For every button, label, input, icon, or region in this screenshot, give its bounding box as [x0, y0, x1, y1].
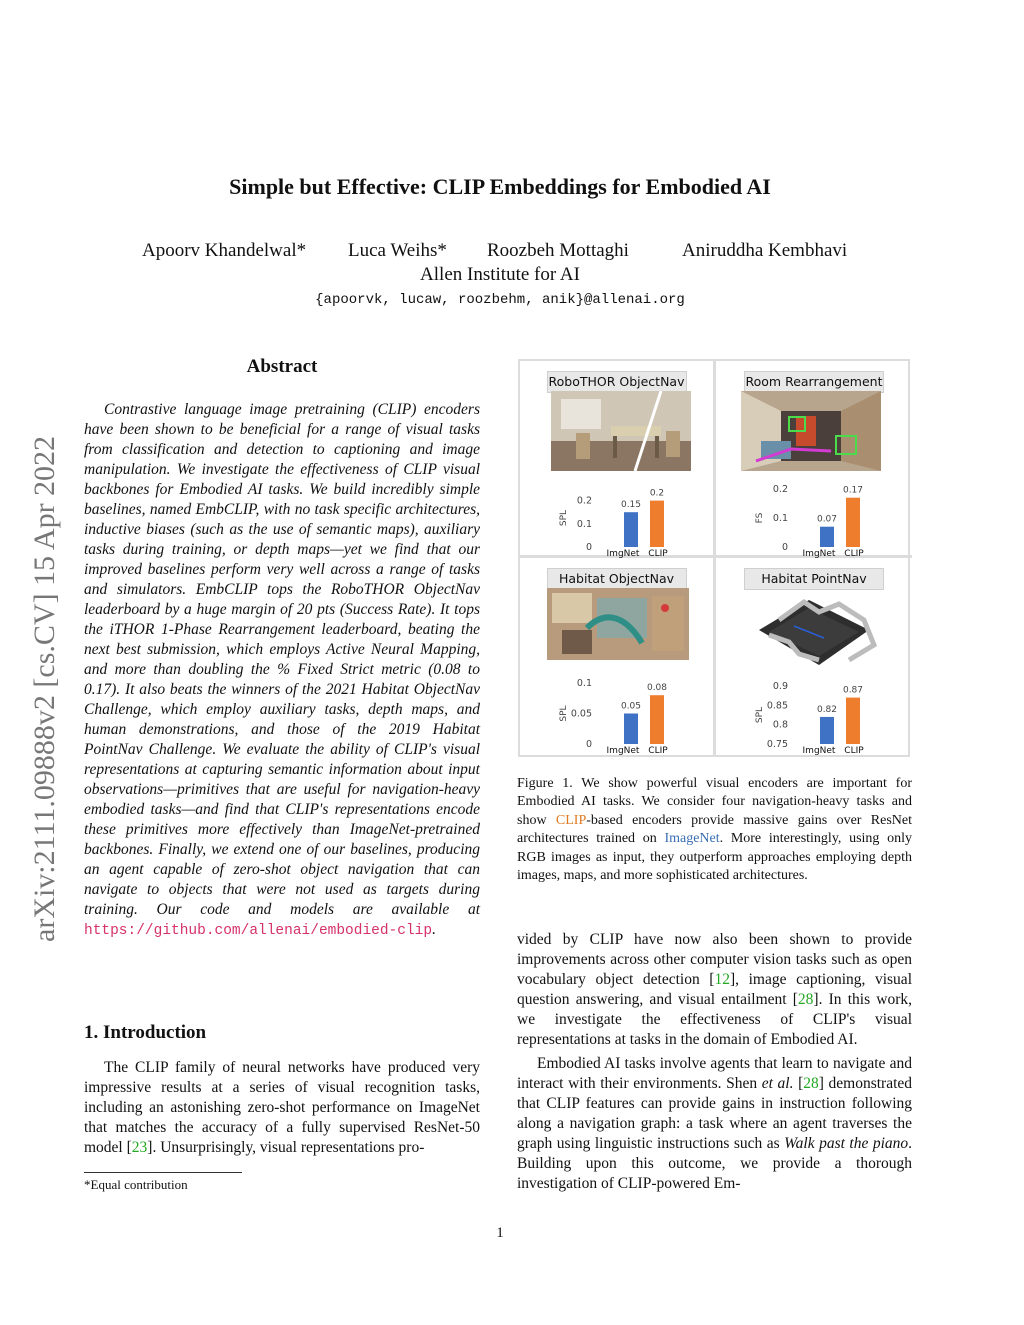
- bar-value-label: 0.08: [646, 683, 668, 694]
- panel-title: Habitat ObjectNav: [547, 568, 687, 590]
- footnote-rule: [84, 1172, 242, 1173]
- paper-title: Simple but Effective: CLIP Embeddings for Embodied AI: [229, 174, 771, 199]
- x-category-label: CLIP: [648, 746, 668, 755]
- bar-value-label: 0.82: [816, 704, 838, 715]
- x-category-label: ImgNet: [606, 746, 640, 755]
- bar-clip: [846, 698, 860, 744]
- code-link[interactable]: https://github.com/allenai/embodied-clip: [84, 923, 433, 939]
- y-tick-label: 0.2: [576, 495, 592, 507]
- caption-text: -based encoders provide massive gains over ResNet architectures trained on: [517, 812, 912, 847]
- intro-paragraph-2: [517, 1054, 912, 1194]
- x-category-label: ImgNet: [606, 549, 640, 558]
- y-tick-label: 0: [585, 739, 592, 750]
- bar-value-label: 0.05: [620, 701, 642, 712]
- figure-1: [518, 359, 910, 757]
- bar-clip: [846, 498, 860, 547]
- panel-habitat-pointnav: [716, 558, 912, 755]
- y-axis-label: SPL: [559, 705, 569, 722]
- intro-text: Embodied AI tasks involve agents that learn to navigate and interact with their environments. Shen: [517, 1055, 912, 1092]
- bar-imgnet: [624, 512, 638, 547]
- y-axis-label: SPL: [559, 509, 569, 527]
- arxiv-id: arXiv:2111.09888v2 [cs.CV] 15 Apr 2022: [28, 435, 61, 942]
- intro-heading: 1. Introduction: [84, 1022, 207, 1043]
- author-2: Luca Weihs*: [348, 240, 447, 261]
- chart-habitat-pointnav: [716, 558, 912, 755]
- bar-clip: [650, 501, 664, 547]
- y-tick-label: 0.1: [576, 678, 592, 689]
- citation-link[interactable]: 23: [131, 1139, 148, 1156]
- x-category-label: ImgNet: [802, 746, 836, 755]
- chart-rearrangement: [716, 361, 912, 558]
- intro-text: The CLIP family of neural networks have produced very impressive results at a series of visual recognition tasks, including an astonishing zero-shot performance on ImageNet that matches the accuracy of a fully supervised ResNet-50 model [: [84, 1059, 480, 1156]
- caption-text: . More interestingly, using only RGB images as input, they outperform approaches employing depth images, maps, and more sophisticated architectures.: [517, 831, 912, 884]
- bar-imgnet: [624, 714, 638, 745]
- footnote: *Equal contribution: [84, 1177, 188, 1192]
- intro-text: vided by CLIP have now also been shown to provide improvements across other computer vision tasks such as open vocabulary object detection [: [517, 931, 912, 988]
- intro-text: . Building upon this outcome, we provide a thorough investigation of CLIP-powered Em-: [517, 1135, 913, 1192]
- bar-value-label: 0.2: [649, 488, 665, 499]
- x-category-label: ImgNet: [802, 549, 836, 558]
- y-tick-label: 0.1: [576, 518, 592, 530]
- y-tick-label: 0.1: [772, 513, 788, 524]
- y-axis-label: SPL: [755, 706, 765, 724]
- intro-text: ]. Unsurprisingly, visual representations pro-: [147, 1139, 425, 1156]
- abstract-text: [84, 400, 480, 941]
- figure-caption: [517, 775, 912, 885]
- y-tick-label: 0: [781, 542, 788, 553]
- bar-value-label: 0.07: [816, 514, 838, 525]
- intro-text-italic: Walk past the piano: [784, 1135, 909, 1152]
- bar-value-label: 0.17: [842, 485, 864, 496]
- intro-text: ] demonstrated that CLIP features can provide gains in instruction following along a navigation graph: a task where an agent traverses the graph using linguistic instructions such as: [517, 1075, 913, 1152]
- citation-link[interactable]: 28: [803, 1075, 819, 1092]
- citation-link[interactable]: 12: [714, 971, 730, 988]
- chart-robothor: [520, 361, 716, 558]
- author-emails: {apoorvk, lucaw, roozbehm, anik}@allenai.org: [315, 292, 685, 308]
- affiliation: Allen Institute for AI: [420, 264, 580, 285]
- y-tick-label: 0.75: [766, 739, 788, 750]
- y-tick-label: 0.8: [772, 719, 788, 731]
- panel-title: RoboTHOR ObjectNav: [547, 371, 687, 393]
- x-category-label: CLIP: [844, 549, 864, 558]
- bar-imgnet: [820, 527, 834, 547]
- intro-paragraph-1-continued: [517, 930, 912, 1050]
- panel-robothor: [520, 361, 716, 558]
- panel-title: Room Rearrangement: [744, 371, 884, 393]
- panel-habitat-objectnav: [520, 558, 716, 755]
- intro-text: ], image captioning, visual question answering, and visual entailment [: [517, 971, 912, 1008]
- x-category-label: CLIP: [844, 746, 864, 755]
- caption-imagenet: ImageNet: [664, 831, 720, 847]
- chart-habitat-objectnav: [520, 558, 716, 755]
- bar-value-label: 0.87: [842, 685, 864, 696]
- y-tick-label: 0.05: [570, 708, 592, 720]
- bar-imgnet: [820, 717, 834, 744]
- intro-text: [: [798, 1075, 804, 1092]
- y-axis-label: FS: [755, 512, 765, 524]
- bar-clip: [650, 695, 664, 744]
- citation-link[interactable]: 28: [797, 991, 814, 1008]
- page-number: 1: [496, 1225, 504, 1241]
- panel-title: Habitat PointNav: [744, 568, 884, 590]
- y-tick-label: 0.9: [772, 681, 788, 692]
- panel-rearrangement: [716, 361, 912, 558]
- caption-clip: CLIP: [555, 812, 587, 828]
- bar-value-label: 0.15: [620, 500, 642, 511]
- y-tick-label: 0: [585, 542, 592, 553]
- y-tick-label: 0.85: [766, 700, 788, 712]
- caption-text: Figure 1. We show powerful visual encoders are important for Embodied AI tasks. We consider four navigation-heavy tasks and show: [517, 776, 912, 828]
- x-category-label: CLIP: [648, 549, 668, 558]
- abstract-heading: Abstract: [246, 356, 318, 377]
- author-3: Roozbeh Mottaghi: [487, 240, 629, 261]
- author-4: Aniruddha Kembhavi: [682, 240, 848, 261]
- intro-text-italic: et al.: [761, 1075, 794, 1092]
- arxiv-stamp: [22, 352, 62, 942]
- y-tick-label: 0.2: [772, 484, 788, 495]
- abstract-end: .: [432, 921, 436, 938]
- intro-paragraph-1: [84, 1058, 480, 1158]
- author-1: Apoorv Khandelwal*: [142, 240, 307, 261]
- intro-text: ]. In this work, we investigate the effectiveness of CLIP's visual representations at tasks in the domain of Embodied AI.: [517, 991, 912, 1048]
- abstract-body: Contrastive language image pretraining (CLIP) encoders have been shown to be beneficial for a range of visual tasks from classification and detection to captioning and image manipulation. We investigate the effectiveness of CLIP visual backbones for Embodied AI tasks. We build incredibly simple baselines, named EmbCLIP, with no task specific architectures, inductive biases (such as the use of semantic maps), auxiliary tasks during training, or depth maps—yet we find that our improved baselines perform very well across a range of tasks and simulators. EmbCLIP tops the RoboTHOR ObjectNav leaderboard by a huge margin of 20 pts (Success Rate). It tops the iTHOR 1-Phase Rearrangement leaderboard, beating the next best submission, which employs Active Neural Mapping, and more than doubling the % Fixed Strict metric (0.08 to 0.17). It also beats the winners of the 2021 Habitat ObjectNav Challenge, which employ auxiliary tasks, depth maps, and human demonstrations, and those of the 2019 Habitat PointNav Challenge. We evaluate the ability of CLIP's visual representations at capturing semantic information about input observations—primitives that are useful for navigation-heavy embodied tasks—and find that CLIP's representations encode these primitives more effectively than ImageNet-pretrained backbones. Finally, we extend one of our baselines, producing an agent capable of zero-shot object navigation that can navigate to objects that were not used as targets during training. Our code and models are available at: [84, 401, 480, 918]
